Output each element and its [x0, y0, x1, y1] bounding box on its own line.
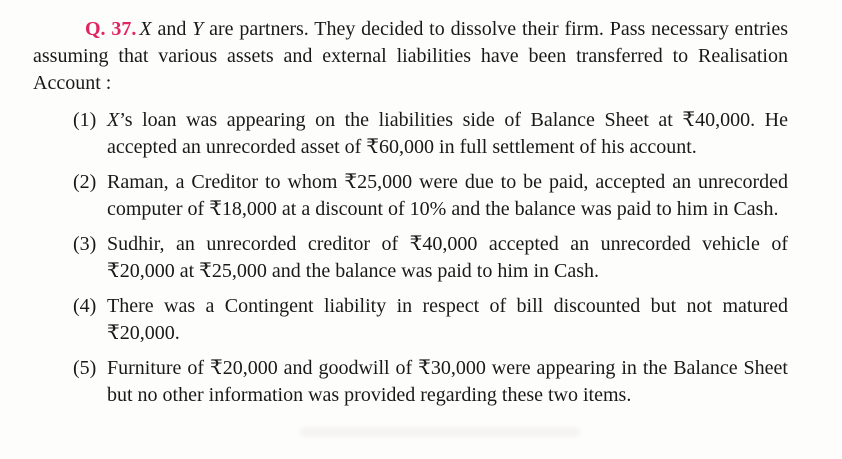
- item-text: ’s loan was appearing on the liabilities side of Balance Sheet at ₹40,000. He accepted an unrecorded asset of ₹60,000 in full settlement of his account.: [107, 109, 788, 158]
- question-item-list: [73, 107, 788, 409]
- item-text: Raman, a Creditor to whom ₹25,000 were due to be paid, accepted an unrecorded computer of ₹18,000 at a discount of 10% and the balance was paid to him in Cash.: [107, 171, 788, 220]
- list-item-2: [73, 169, 788, 223]
- item-text: There was a Contingent liability in respect of bill discounted but not matured ₹20,000.: [107, 295, 788, 344]
- item-number: (3): [73, 233, 97, 255]
- list-item-4: [73, 293, 788, 347]
- partner-x: X: [139, 18, 152, 40]
- list-item-5: [73, 355, 788, 409]
- partner-x: X: [107, 109, 120, 131]
- item-number: (5): [73, 357, 97, 379]
- item-number: (2): [73, 171, 97, 193]
- list-item-3: [73, 231, 788, 285]
- list-item-1: [73, 107, 788, 161]
- question-number: Q. 37.: [85, 18, 137, 40]
- intro-text: and: [151, 18, 193, 40]
- item-text: Sudhir, an unrecorded creditor of ₹40,000 accepted an unrecorded vehicle of ₹20,000 at ₹25,000 and the balance was paid to him in Cash.: [107, 233, 788, 282]
- partner-y: Y: [192, 18, 204, 40]
- question-intro: [33, 16, 788, 97]
- item-text: Furniture of ₹20,000 and goodwill of ₹30,000 were appearing in the Balance Sheet but no other information was provided regarding these two items.: [107, 357, 788, 406]
- item-number: (4): [73, 295, 97, 317]
- intro-text: are partners. They decided to dissolve their firm. Pass necessary entries assuming that various assets and external liabilities have been transferred to Realisation Account :: [33, 18, 788, 94]
- scan-artifact: [300, 427, 580, 437]
- item-number: (1): [73, 109, 97, 131]
